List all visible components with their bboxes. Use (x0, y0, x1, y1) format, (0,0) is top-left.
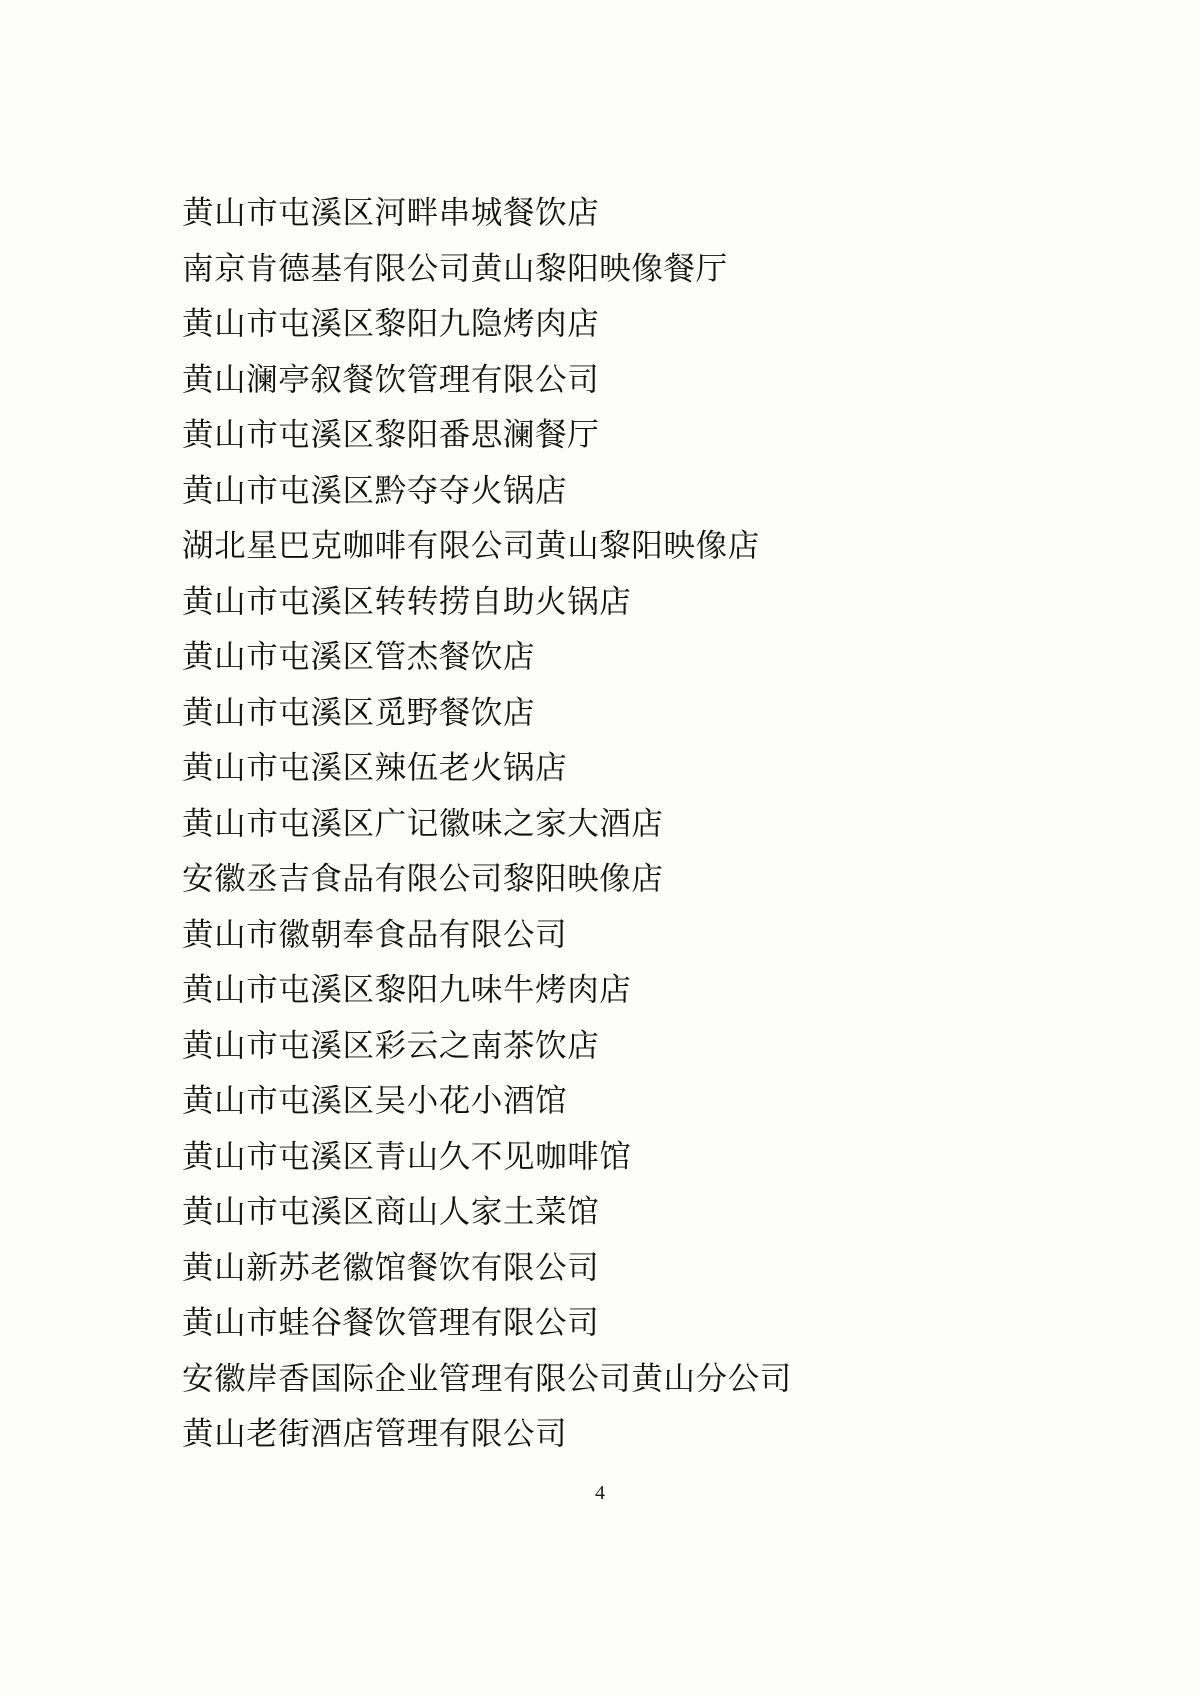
list-item: 安徽岸香国际企业管理有限公司黄山分公司 (182, 1360, 792, 1397)
list-item: 黄山市屯溪区黎阳九味牛烤肉店 (182, 972, 632, 1008)
list-item: 黄山市徽朝奉食品有限公司 (182, 916, 568, 953)
company-list (182, 186, 1042, 1463)
list-item: 南京肯德基有限公司黄山黎阳映像餐厅 (182, 250, 728, 287)
list-item: 黄山市屯溪区转转捞自助火锅店 (182, 583, 632, 620)
list-item: 黄山市屯溪区彩云之南茶饮店 (182, 1027, 600, 1064)
list-item: 黄山市屯溪区商山人家土菜馆 (182, 1194, 600, 1230)
list-item: 黄山市屯溪区青山久不见咖啡馆 (182, 1138, 632, 1175)
list-item: 黄山老街酒店管理有限公司 (182, 1416, 568, 1452)
list-item: 黄山市屯溪区管杰餐饮店 (182, 639, 536, 675)
list-item: 黄山澜亭叙餐饮管理有限公司 (182, 361, 600, 398)
list-item: 黄山市屯溪区辣伍老火锅店 (182, 750, 568, 786)
list-item: 黄山市屯溪区黎阳番思澜餐厅 (182, 417, 600, 453)
list-item: 黄山市屯溪区广记徽味之家大酒店 (182, 805, 664, 842)
list-item: 黄山市屯溪区黎阳九隐烤肉店 (182, 306, 600, 342)
page-number: 4 (595, 1482, 605, 1504)
list-item: 黄山市屯溪区觅野餐饮店 (182, 694, 536, 731)
list-item: 安徽丞吉食品有限公司黎阳映像店 (182, 861, 664, 897)
list-item: 黄山市蛙谷餐饮管理有限公司 (182, 1305, 600, 1341)
list-item: 黄山市屯溪区吴小花小酒馆 (182, 1083, 568, 1119)
list-item: 黄山市屯溪区河畔串城餐饮店 (182, 195, 600, 231)
list-item: 湖北星巴克咖啡有限公司黄山黎阳映像店 (182, 528, 760, 564)
list-item: 黄山新苏老徽馆餐饮有限公司 (182, 1249, 600, 1286)
list-item: 黄山市屯溪区黔夺夺火锅店 (182, 472, 568, 509)
